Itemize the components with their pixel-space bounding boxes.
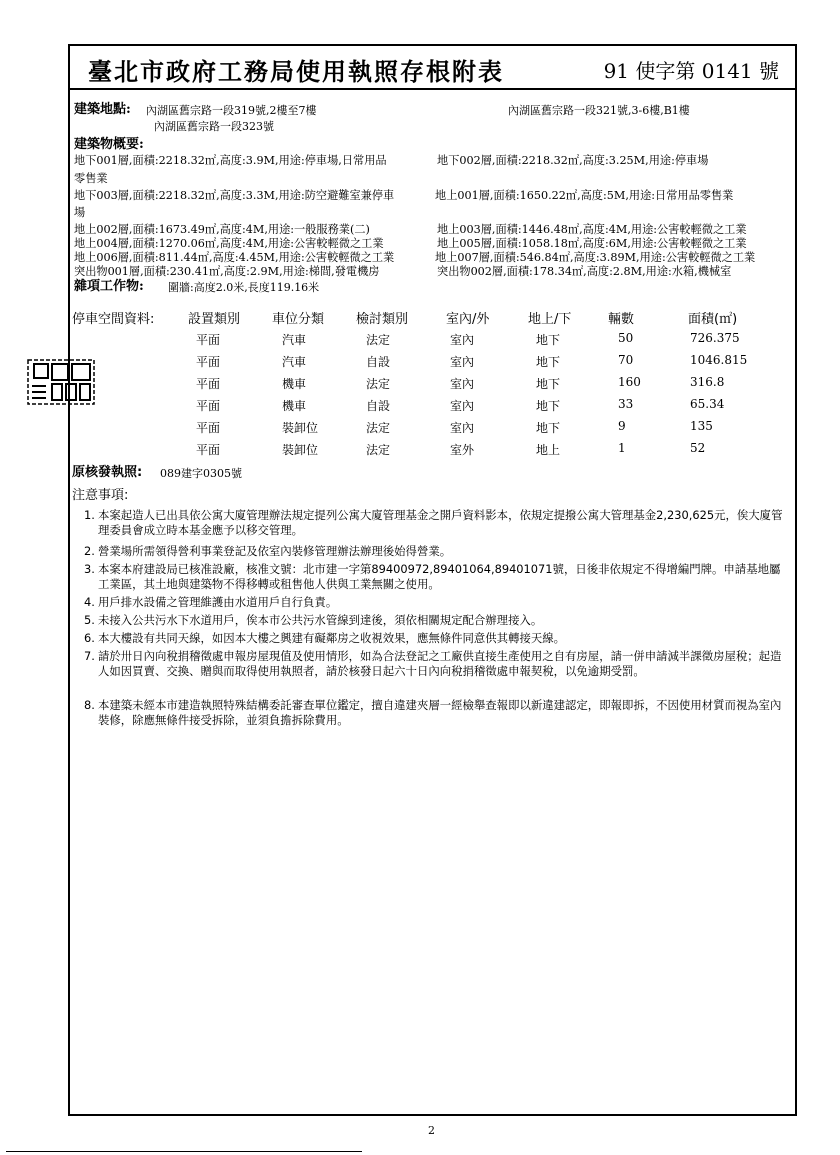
column-header: 輛數 bbox=[608, 312, 635, 327]
notes-label: 注意事項: bbox=[72, 488, 129, 503]
parking-cell: 9 bbox=[618, 419, 626, 433]
parking-label: 停車空間資料: bbox=[72, 312, 155, 327]
note-number: 6. bbox=[84, 631, 95, 645]
parking-cell: 室內 bbox=[450, 355, 475, 369]
column-header: 設置類別 bbox=[188, 312, 241, 327]
parking-cell: 地下 bbox=[536, 421, 561, 435]
parking-cell: 自設 bbox=[366, 355, 391, 369]
document-title: 臺北市政府工務局使用執照存根附表 bbox=[88, 57, 504, 86]
original-license-label: 原核發執照: bbox=[72, 465, 143, 480]
note-item bbox=[84, 613, 790, 628]
parking-cell: 地上 bbox=[536, 443, 561, 457]
parking-cell: 地下 bbox=[536, 333, 561, 347]
parking-cell: 室內 bbox=[450, 399, 475, 413]
overview-row-left: 場 bbox=[74, 206, 86, 219]
parking-cell: 法定 bbox=[366, 421, 391, 435]
overview-row-left: 地下001層,面積:2218.32㎡,高度:3.9M,用途:停車場,日常用品 bbox=[74, 154, 387, 167]
overview-row-left: 地上004層,面積:1270.06㎡,高度:4M,用途:公害較輕微之工業 bbox=[74, 237, 384, 250]
note-item bbox=[84, 595, 790, 610]
parking-cell: 室內 bbox=[450, 421, 475, 435]
parking-cell: 33 bbox=[618, 397, 634, 411]
parking-cell: 316.8 bbox=[690, 375, 725, 389]
note-item bbox=[84, 649, 790, 679]
note-text: 本大樓設有共同天線，如因本大樓之興建有礙鄰房之收視效果，應無條件同意供其轉接天線。 bbox=[98, 631, 566, 645]
parking-cell: 地下 bbox=[536, 399, 561, 413]
note-text: 本案本府建設局已核准設廠，核准文號：北市建一字第89400972,89401064,89401071號，日後非依規定不得增編門牌。申請基地屬工業區，其土地與建築物不得移轉或租售他人供與工業無關之使用。 bbox=[98, 562, 781, 591]
overview-row-left: 地下003層,面積:2218.32㎡,高度:3.3M,用途:防空避難室兼停車 bbox=[74, 189, 395, 202]
parking-cell: 平面 bbox=[196, 355, 221, 369]
overview-row-right: 地上007層,面積:546.84㎡,高度:3.89M,用途:公害較輕微之工業 bbox=[435, 251, 756, 264]
note-text: 請於卅日內向稅捐稽徵處申報房屋現值及使用情形，如為合法登記之工廠供直接生產使用之自有房屋，請一併申請減半課徵房屋稅；起造人如因買賣、交換、贈與而取得使用執照者，請於核發日起六十日內向稅捐稽徵處申報契稅，以免逾期受罰。 bbox=[98, 649, 782, 678]
parking-cell: 平面 bbox=[196, 377, 221, 391]
parking-cell: 地下 bbox=[536, 355, 561, 369]
parking-cell: 機車 bbox=[282, 377, 307, 391]
parking-cell: 平面 bbox=[196, 333, 221, 347]
overview-row-left: 地上002層,面積:1673.49㎡,高度:4M,用途:一般服務業(二) bbox=[74, 223, 370, 236]
original-license-value: 089建字0305號 bbox=[160, 467, 242, 480]
overview-row-right: 地上001層,面積:1650.22㎡,高度:5M,用途:日常用品零售業 bbox=[435, 189, 734, 202]
parking-cell: 726.375 bbox=[690, 331, 740, 345]
footer-rule bbox=[6, 1151, 362, 1152]
parking-cell: 裝卸位 bbox=[282, 421, 319, 435]
parking-cell: 65.34 bbox=[690, 397, 725, 411]
note-number: 4. bbox=[84, 595, 95, 609]
parking-cell: 室內 bbox=[450, 333, 475, 347]
permit-number: 91 使字第 0141 號 bbox=[603, 59, 779, 83]
note-number: 7. bbox=[84, 649, 95, 663]
note-item bbox=[84, 508, 790, 538]
overview-row-right: 突出物002層,面積:178.34㎡,高度:2.8M,用途:水箱,機械室 bbox=[437, 265, 732, 278]
parking-cell: 135 bbox=[690, 419, 713, 433]
parking-cell: 地下 bbox=[536, 377, 561, 391]
note-item bbox=[84, 631, 790, 646]
misc-works-label: 雜項工作物: bbox=[74, 279, 144, 294]
note-text: 本案起造人已出具依公寓大廈管理辦法規定提列公寓大廈管理基金之開戶資料影本，依規定提撥公寓大管理基金2,230,625元，俟大廈管理委員會成立時本基金應予以移交管理。 bbox=[98, 508, 783, 537]
note-item bbox=[84, 562, 790, 592]
column-header: 面積(㎡) bbox=[688, 312, 738, 327]
parking-cell: 50 bbox=[618, 331, 634, 345]
parking-cell: 室內 bbox=[450, 377, 475, 391]
official-seal-stamp bbox=[26, 356, 98, 408]
document-frame bbox=[68, 44, 797, 1116]
column-header: 室內/外 bbox=[446, 312, 490, 327]
parking-cell: 平面 bbox=[196, 399, 221, 413]
parking-cell: 法定 bbox=[366, 333, 391, 347]
parking-cell: 52 bbox=[690, 441, 706, 455]
overview-row-left: 突出物001層,面積:230.41㎡,高度:2.9M,用途:梯間,發電機房 bbox=[74, 265, 380, 278]
overview-row-right: 地下002層,面積:2218.32㎡,高度:3.25M,用途:停車場 bbox=[437, 154, 709, 167]
note-item bbox=[84, 544, 790, 559]
note-number: 8. bbox=[84, 698, 95, 712]
note-number: 5. bbox=[84, 613, 95, 627]
seal-graphic bbox=[26, 356, 98, 408]
parking-cell: 機車 bbox=[282, 399, 307, 413]
overview-row-left: 零售業 bbox=[74, 172, 108, 185]
page-number: 2 bbox=[428, 1124, 435, 1137]
note-text: 用戶排水設備之管理維護由水道用戶自行負責。 bbox=[98, 595, 338, 609]
overview-label: 建築物概要: bbox=[74, 137, 144, 152]
parking-cell: 法定 bbox=[366, 443, 391, 457]
parking-cell: 汽車 bbox=[282, 355, 307, 369]
note-number: 3. bbox=[84, 562, 95, 576]
note-text: 營業場所需領得營利事業登記及依室內裝修管理辦法辦理後始得營業。 bbox=[98, 544, 452, 558]
note-text: 本建築未經本市建造執照特殊結構委託審查單位鑑定，擅自違建夾層一經檢舉查報即以新違建認定，即報即拆，不因使用材質而視為室內裝修，除應無條件接受拆除，並須負擔拆除費用。 bbox=[98, 698, 782, 727]
address-label: 建築地點: bbox=[74, 102, 131, 117]
overview-row-right: 地上003層,面積:1446.48㎡,高度:4M,用途:公害較輕微之工業 bbox=[437, 223, 747, 236]
parking-cell: 1 bbox=[618, 441, 626, 455]
parking-cell: 汽車 bbox=[282, 333, 307, 347]
overview-row-right: 地上005層,面積:1058.18㎡,高度:6M,用途:公害較輕微之工業 bbox=[437, 237, 747, 250]
parking-cell: 法定 bbox=[366, 377, 391, 391]
note-text: 未接入公共污水下水道用戶，俟本市公共污水管線到達後，須依相關規定配合辦理接入。 bbox=[98, 613, 543, 627]
parking-cell: 160 bbox=[618, 375, 641, 389]
document-header bbox=[70, 46, 795, 90]
column-header: 檢討類別 bbox=[356, 312, 409, 327]
note-item bbox=[84, 698, 790, 728]
misc-works-value: 圍牆:高度2.0米,長度119.16米 bbox=[168, 281, 320, 294]
address-line1: 內湖區舊宗路一段319號,2樓至7樓 bbox=[146, 104, 317, 117]
parking-cell: 裝卸位 bbox=[282, 443, 319, 457]
parking-cell: 70 bbox=[618, 353, 634, 367]
column-header: 地上/下 bbox=[528, 312, 572, 327]
parking-cell: 自設 bbox=[366, 399, 391, 413]
address-line2: 內湖區舊宗路一段323號 bbox=[154, 120, 274, 133]
note-number: 1. bbox=[84, 508, 95, 522]
overview-row-left: 地上006層,面積:811.44㎡,高度:4.45M,用途:公害較輕微之工業 bbox=[74, 251, 395, 264]
column-header: 車位分類 bbox=[272, 312, 325, 327]
parking-cell: 1046.815 bbox=[690, 353, 748, 367]
parking-cell: 平面 bbox=[196, 443, 221, 457]
parking-cell: 平面 bbox=[196, 421, 221, 435]
address-line1-right: 內湖區舊宗路一段321號,3-6樓,B1樓 bbox=[508, 104, 690, 117]
parking-cell: 室外 bbox=[450, 443, 475, 457]
note-number: 2. bbox=[84, 544, 95, 558]
